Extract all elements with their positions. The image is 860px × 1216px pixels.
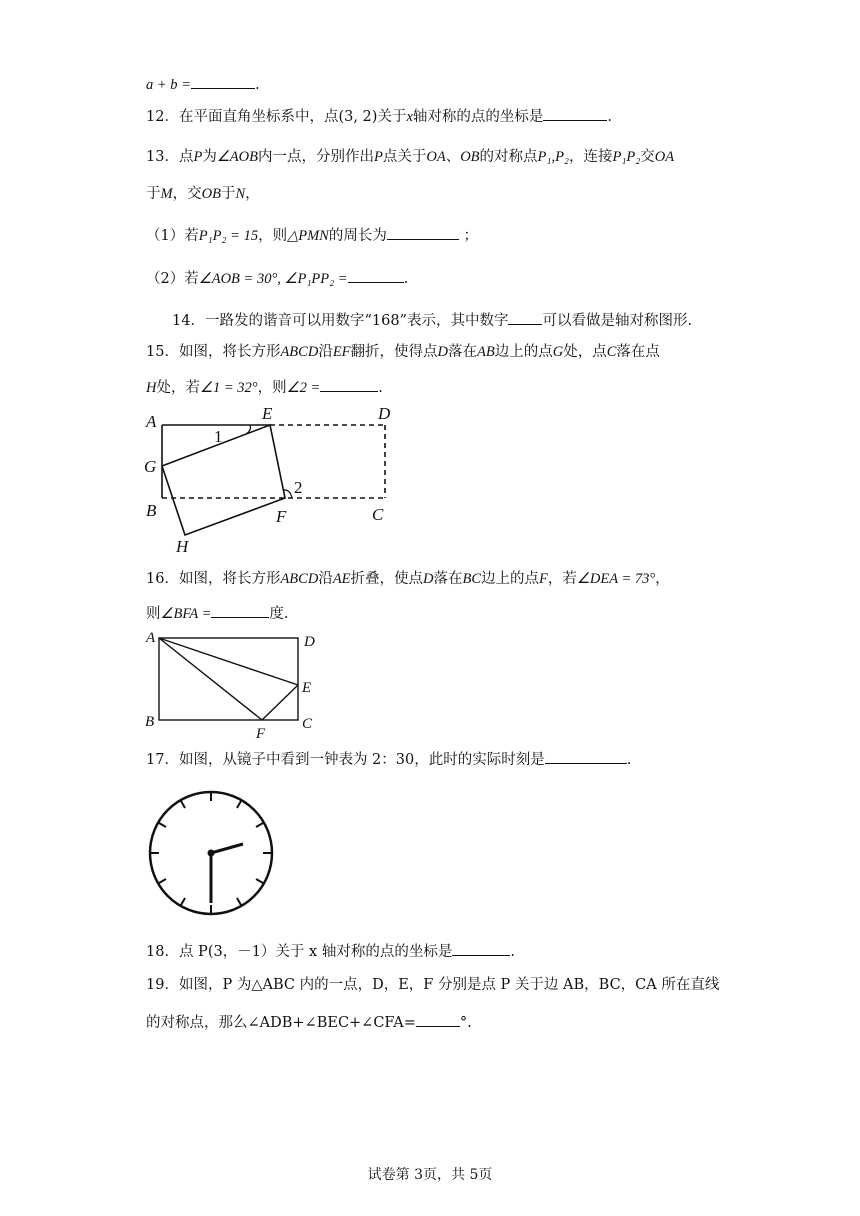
fig-segment-AE [159,638,298,685]
clock-tick [159,879,166,883]
fig-label-F: F [256,726,266,742]
question-14: 14．一路发的谐音可以用数字“168”表示，其中数字 可以看做是轴对称图形. [172,310,692,331]
clock-tick [237,898,241,905]
fig-label-B: B [145,714,155,730]
fig-rectangle-ABCD [159,638,298,720]
answer-blank[interactable] [191,74,255,89]
question-19-line-1: 19．如图，P 为△ABC 内的一点，D，E，F 分别是点 P 关于边 AB，BC，CA 所在直线 [146,977,720,993]
clock-tick [181,898,185,905]
fig-label-H: H [176,537,189,556]
fig-label-B: B [146,501,157,520]
page-footer: 试卷第 3页，共 5页 [367,1167,493,1183]
question-15-line-2: H处，若∠1 = 32°，则∠2 = . [146,377,383,398]
fig-label-E: E [302,680,312,696]
clock-center-dot [208,850,215,857]
fig-segment-AF [159,638,262,720]
q11-tail: a + b = . [146,74,260,95]
fig-label-angle-2: 2 [294,478,303,497]
fig-label-C: C [302,716,313,732]
fig-label-F: F [276,507,287,526]
question-16-line-1: 16．如图，将长方形ABCD沿AE折叠，使点D落在BC边上的点F，若∠DEA = 73°， [146,571,670,587]
question-16-line-2: 则∠BFA = 度. [146,603,288,624]
fig-label-D: D [304,634,315,650]
answer-blank[interactable] [416,1012,460,1027]
answer-blank[interactable] [545,749,627,764]
answer-blank[interactable] [211,603,269,618]
question-13-line-1: 13．点P为∠AOB内一点，分别作出P点关于OA、OB的对称点P₁,P₂，连接P₁P₂交OA [146,149,675,165]
answer-blank[interactable] [452,941,510,956]
clock-tick [159,823,166,827]
answer-blank[interactable] [348,268,404,283]
clock-tick [256,823,263,827]
fig-label-G: G [144,457,157,476]
fig-label-A: A [146,412,157,431]
fig-label-D: D [378,404,391,423]
clock-tick [256,879,263,883]
question-12: 12．在平面直角坐标系中，点(3, 2)关于x轴对称的点的坐标是 . [146,106,612,127]
fig-label-E: E [262,404,273,423]
answer-blank[interactable] [543,106,607,121]
question-13-line-2: 于M，交OB于N， [146,186,260,202]
answer-blank[interactable] [387,225,459,240]
answer-blank[interactable] [320,377,378,392]
clock-hour-hand [211,844,243,853]
q16-figure [140,626,330,744]
fig-folded-quad [162,425,285,535]
q15-figure [140,400,400,560]
clock-tick [181,801,185,808]
question-13-part-2: （2）若∠AOB = 30°, ∠P₁PP₂ = . [146,268,408,289]
question-15-line-1: 15．如图，将长方形ABCD沿EF翻折，使得点D落在AB边上的点G处，点C落在点 [146,344,660,360]
fig-segment-FE [262,685,298,720]
fig-label-C: C [372,505,384,524]
answer-blank[interactable] [508,310,542,325]
fig-label-angle-1: 1 [214,427,223,446]
question-17: 17．如图，从镜子中看到一钟表为 2：30，此时的实际时刻是 . [146,749,631,770]
mirror-clock-figure [148,790,274,916]
question-18: 18．点 P(3，－1）关于 x 轴对称的点的坐标是 . [146,941,515,962]
question-13-part-1: （1）若P₁P₂ = 15，则△PMN的周长为 ； [146,225,478,246]
fig-label-A: A [146,630,156,646]
question-19-line-2: 的对称点，那么∠ADB+∠BEC+∠CFA= °. [146,1012,472,1033]
clock-tick [237,801,241,808]
